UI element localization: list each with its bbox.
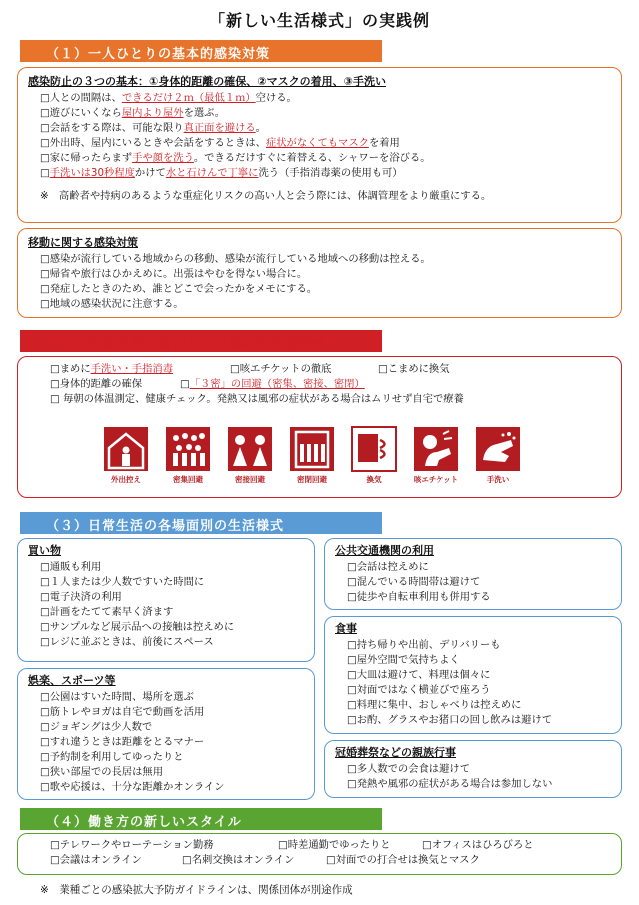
pictogram-row [103,426,523,490]
meals-box [324,616,622,734]
meals-heading: 食事 [335,622,357,635]
avoid-closed-space-icon [289,426,335,485]
list-item: □レジに並ぶときは、前後にスペース [40,636,214,648]
list-item: □持ち帰りや出前、デリバリーも [347,639,501,651]
list-item: □発症したときのため、誰とどこで会ったかをメモにする。 [40,283,318,295]
avoid-crowds-icon [165,426,211,485]
basics-heading: 感染防止の３つの基本：①身体的距離の確保、②マスクの着用、③手洗い [28,75,386,88]
daily-row-3: □ 毎朝の体温測定、健康チェック。発熱又は風邪の症状がある場合はムリせず自宅で療養 [50,393,464,405]
basics-note: ※ 高齢者や持病のあるような重症化リスクの高い人と会う際には、体調管理をより厳重にする。 [40,190,492,202]
daily-row-2: □身体的距離の確保 □「３密」の回避（密集、密接、密閉） [50,378,365,390]
icon-label: 手洗い [486,475,510,484]
list-item: □手洗いは30秒程度かけて水と石けんで丁寧に洗う（手指消毒薬の使用も可） [40,167,403,179]
list-item: □屋外空間で気持ちよく [347,654,460,666]
icon-label: 密集回避 [173,475,203,484]
leisure-box [17,668,315,800]
list-item: □大皿は避けて、料理は個々に [347,669,491,681]
list-item: □狭い部屋での長居は無用 [40,766,163,778]
work-row-1: □テレワークやローテーション勤務 □時差通勤でゆったりと □オフィスはひろびろと [50,839,534,851]
list-item: □計画をたてて素早く済ます [40,606,174,618]
ceremonies-heading: 冠婚葬祭などの親族行事 [335,746,456,759]
stay-home-icon [103,426,149,485]
list-item: □人との間隔は、できるだけ２ｍ（最低１ｍ）空ける。 [40,92,297,104]
ceremonies-box [324,740,622,798]
list-item: □外出時、屋内にいるときや会話をするときは、症状がなくてもマスクを着用 [40,137,400,149]
list-item: □会話は控えめに [347,561,429,573]
list-item: □帰省や旅行はひかえめに。出張はやむを得ない場合に。 [40,268,308,280]
section3-band: （３）日常生活の各場面別の生活様式 [20,512,382,534]
icon-label: 密接回避 [235,475,265,484]
icon-label: 換気 [366,475,382,484]
shopping-box [17,538,315,662]
public-transport-box [324,538,622,610]
list-item: □発熱や風邪の症状がある場合は参加しない [347,778,553,790]
avoid-close-contact-icon [227,426,273,485]
list-item: □通販も利用 [40,561,102,573]
list-item: □感染が流行している地域からの移動、感染が流行している地域への移動は控える。 [40,253,431,265]
list-item: □対面ではなく横並びで座ろう [347,684,491,696]
transport-heading: 公共交通機関の利用 [335,544,434,557]
list-item: □歌や応援は、十分な距離かオンライン [40,781,225,793]
work-style-box [17,833,622,875]
list-item: □料理に集中、おしゃべりは控えめに [347,699,522,711]
work-row-2: □会議はオンライン □名刺交換はオンライン □対面での打合せは換気とマスク [50,854,480,866]
basics-box [17,67,622,223]
list-item: □家に帰ったらまず手や顔を洗う。できるだけすぐに着替える、シャワーを浴びる。 [40,152,431,164]
list-item: □地域の感染状況に注意する。 [40,298,184,310]
footer-note: ※ 業種ごとの感染拡大予防ガイドラインは、関係団体が別途作成 [40,884,353,896]
list-item: □会話をする際は、可能な限り真正面を避ける。 [40,122,266,134]
page-title: 「新しい生活様式」の実践例 [208,11,430,30]
section1-band: （１）一人ひとりの基本的感染対策 [20,40,382,62]
section4-band: （４）働き方の新しいスタイル [20,808,382,830]
list-item: □ジョギングは少人数で [40,721,153,733]
shopping-heading: 買い物 [28,544,61,557]
list-item: □予約制を利用してゆったりと [40,751,184,763]
movement-box [17,228,622,318]
list-item: □筋トレやヨガは自宅で動画を活用 [40,706,205,718]
list-item: □遊びにいくなら屋内より屋外を選ぶ。 [40,107,225,119]
ventilation-icon [351,426,397,485]
icon-label: 咳エチケット [413,475,459,484]
daily-row-1: □まめに手洗い・手指消毒 □咳エチケットの徹底 □こまめに換気 [50,363,450,375]
icon-label: 外出控え [111,475,141,484]
list-item: □お酌、グラスやお猪口の回し飲みは避けて [347,714,553,726]
list-item: □徒歩や自転車利用も併用する [347,591,491,603]
cough-etiquette-icon [413,426,459,485]
list-item: □公園はすいた時間、場所を選ぶ [40,691,194,703]
icon-label: 密閉回避 [297,475,327,484]
movement-heading: 移動に関する感染対策 [28,236,138,249]
section2-band: （２）日常生活を営む上での基本的生活様式 [20,330,382,352]
list-item: □サンプルなど展示品への接触は控えめに [40,621,235,633]
list-item: □混んでいる時間帯は避けて [347,576,481,588]
list-item: □電子決済の利用 [40,591,122,603]
list-item: □すれ違うときは距離をとるマナー [40,736,205,748]
list-item: □多人数での会食は避けて [347,763,470,775]
hand-washing-icon [475,426,521,485]
leisure-heading: 娯楽、スポーツ等 [28,674,116,687]
list-item: □１人または少人数ですいた時間に [40,576,205,588]
